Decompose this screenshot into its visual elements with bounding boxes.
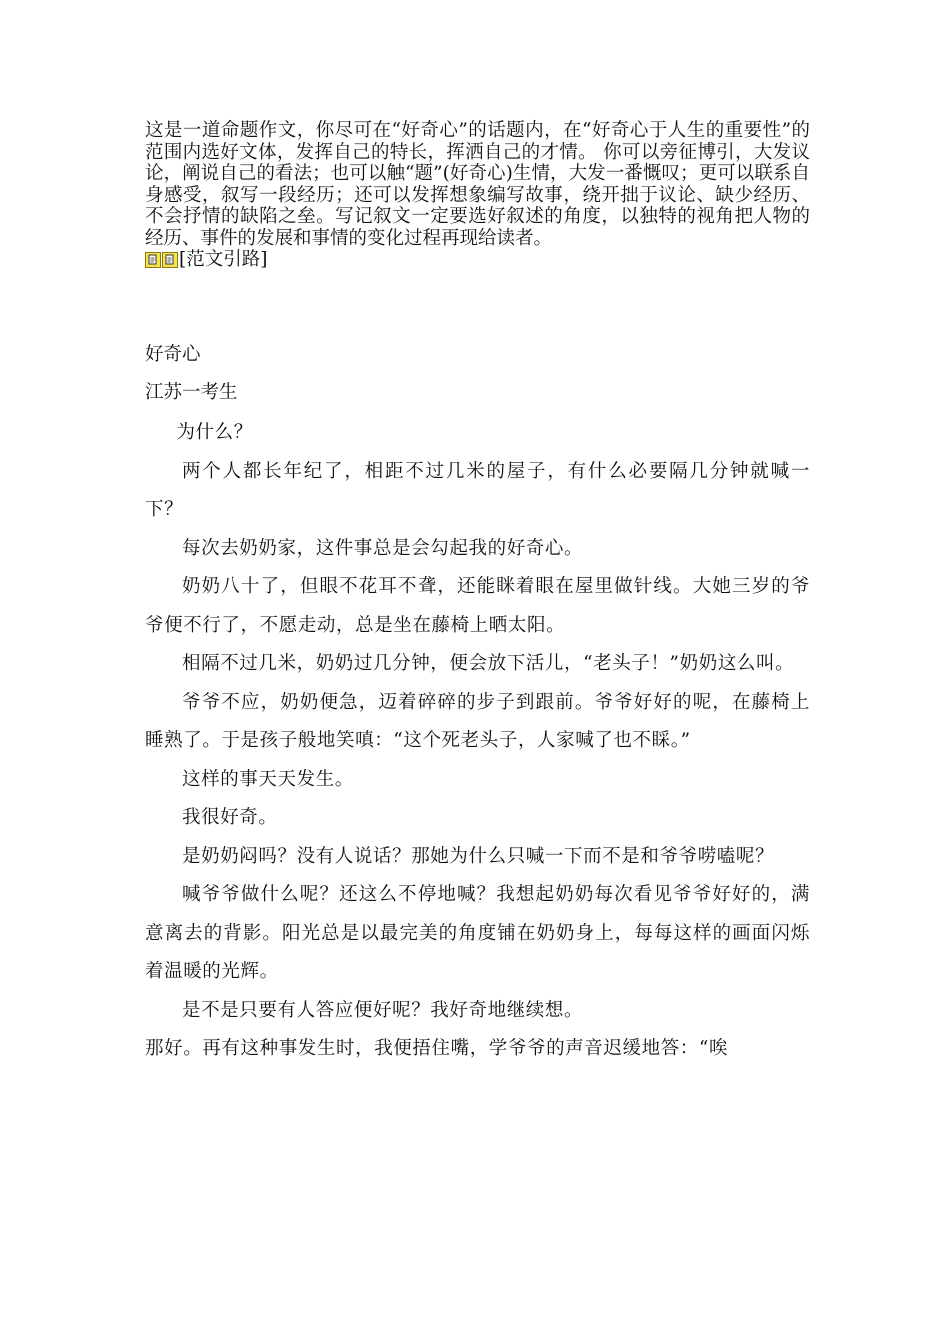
- essay-paragraph: 相隔不过几米，奶奶过几分钟，便会放下活儿，“老头子！”奶奶这么叫。: [182, 653, 795, 674]
- essay-title: 好奇心: [145, 344, 201, 365]
- essay-author: 江苏一考生: [145, 382, 238, 403]
- essay-paragraph: 是奶奶闷吗？没有人说话？那她为什么只喊一下而不是和爷爷唠嗑呢？: [182, 845, 775, 867]
- guide-heading: [145, 249, 810, 271]
- guide-label: [范文引路]: [179, 249, 268, 270]
- document-icon: [145, 252, 161, 268]
- essay-paragraph: 两个人都长年纪了，相距不过几米的屋子，有什么必要隔几分钟就喊一下？: [145, 460, 810, 520]
- essay-paragraph: 那好。再有这种事发生时，我便捂住嘴，学爷爷的声音迟缓地答：“唉: [145, 1038, 729, 1059]
- intro-paragraph: 这是一道命题作文，你尽可在“好奇心”的话题内，在“好奇心于人生的重要性”的范围内选好文体，发挥自己的特长，挥洒自己的才情。 你可以旁征博引，大发议论，阐说自己的看法；也可以触“题”(好奇心)生情，大发一番慨叹；更可以联系自身感受，叙写一段经历；还可以发挥想象编写故事，绕开拙于议论、缺少经历、不会抒情的缺陷之垒。写记叙文一定要选好叙述的角度，以独特的视角把人物的经历、事件的发展和事情的变化过程再现给读者。: [145, 120, 810, 249]
- essay-body: [145, 414, 810, 1069]
- document-page: [145, 120, 810, 1059]
- essay-paragraph: 为什么？: [176, 422, 253, 443]
- document-icon: [162, 252, 178, 268]
- essay-paragraph: 每次去奶奶家，这件事总是会勾起我的好奇心。: [182, 537, 584, 559]
- essay-paragraph: 爷爷不应，奶奶便急，迈着碎碎的步子到跟前。爷爷好好的呢，在藤椅上睡熟了。于是孩子般地笑嗔：“这个死老头子，人家喊了也不睬。”: [145, 691, 810, 751]
- essay-paragraph: 这样的事天天发生。: [182, 768, 354, 790]
- essay-paragraph: 喊爷爷做什么呢？还这么不停地喊？我想起奶奶每次看见爷爷好好的，满意离去的背影。阳光总是以最完美的角度铺在奶奶身上，每每这样的画面闪烁着温暖的光辉。: [145, 884, 810, 982]
- essay-paragraph: 是不是只要有人答应便好呢？我好奇地继续想。: [182, 999, 584, 1021]
- essay-paragraph: 我很好奇。: [182, 807, 278, 828]
- essay-paragraph: 奶奶八十了，但眼不花耳不聋，还能眯着眼在屋里做针线。大她三岁的爷爷便不行了，不愿走动，总是坐在藤椅上晒太阳。: [145, 576, 810, 636]
